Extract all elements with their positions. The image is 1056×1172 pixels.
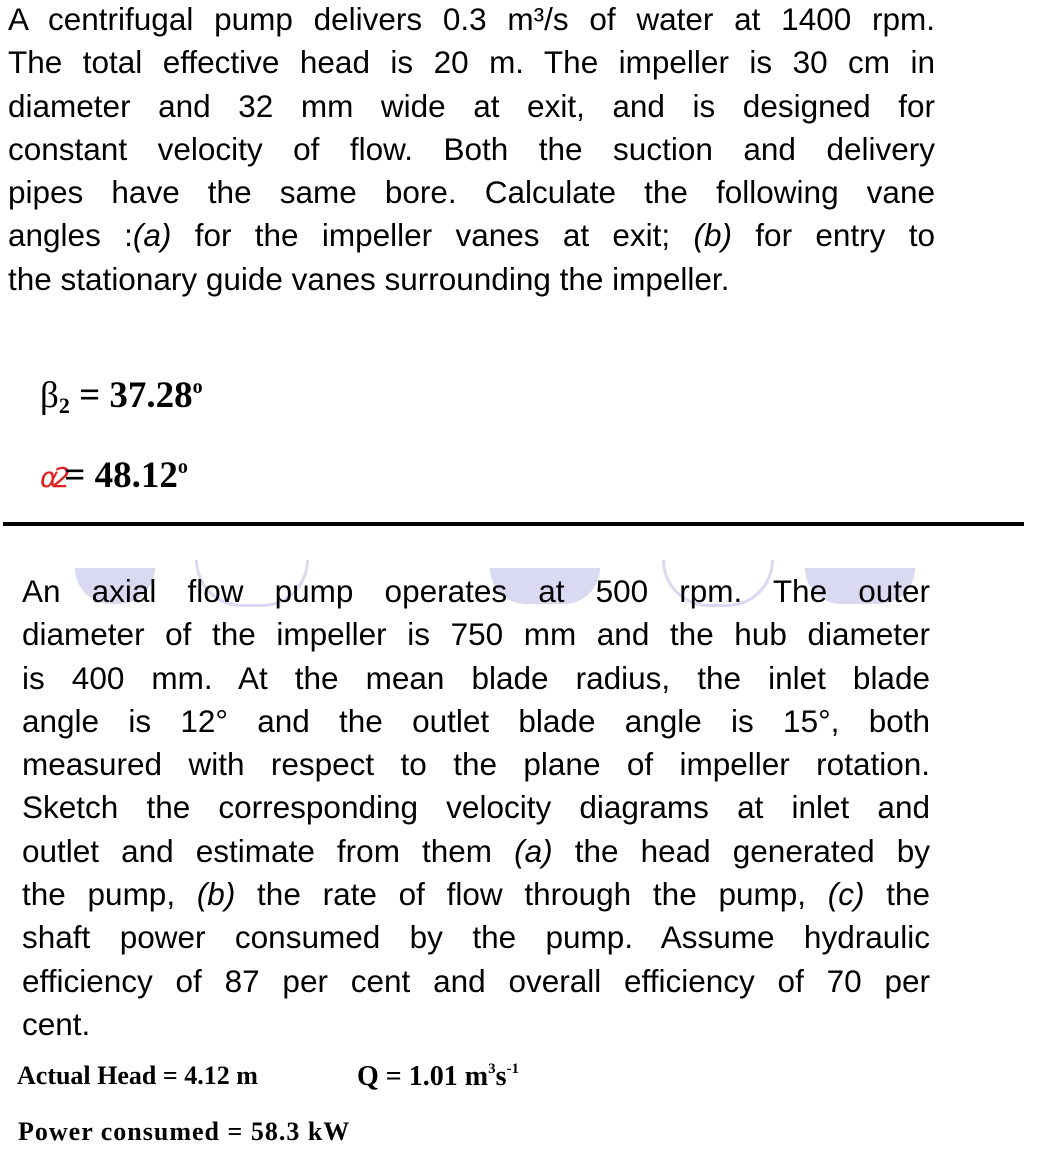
problem-2-text (22, 570, 930, 1046)
text-segment: pipes have the same bore. Calculate the following vane (8, 174, 935, 211)
text-segment: the (864, 876, 930, 913)
text-line (22, 570, 930, 613)
text-line (22, 830, 930, 873)
text-line (22, 613, 930, 656)
degree-mark: o (177, 456, 188, 478)
text-line (8, 171, 935, 214)
text-segment: diameter and 32 mm wide at exit, and is designed for (8, 87, 935, 124)
italic-label: (a) (132, 217, 172, 254)
answer-beta2 (40, 374, 203, 419)
flow-exponent-3: 3 (488, 1061, 496, 1077)
text-line (8, 85, 935, 128)
answer-head: Actual Head = 4.12 m (17, 1061, 258, 1090)
text-segment: Sketch the corresponding velocity diagrams at inlet and (22, 789, 930, 826)
flow-value: Q = 1.01 m (357, 1061, 489, 1092)
text-line (8, 41, 935, 84)
text-segment: An axial flow pump operates at 500 rpm. The outer (22, 573, 930, 609)
text-segment: the rate of flow through the pump, (235, 876, 828, 913)
italic-label: (b) (196, 876, 236, 913)
text-segment: A centrifugal pump delivers 0.3 m³/s of water at 1400 rpm. (8, 1, 935, 37)
text-line (22, 1003, 930, 1046)
answer-power: Power consumed = 58.3 kW (18, 1117, 351, 1146)
text-line (22, 960, 930, 1003)
section-divider (3, 522, 1024, 526)
beta-subscript: 2 (58, 393, 70, 418)
text-segment: the stationary guide vanes surrounding the impeller. (8, 260, 730, 297)
answer-flow (357, 1061, 519, 1093)
text-line (8, 214, 935, 257)
text-line (8, 0, 935, 41)
text-segment: shaft power consumed by the pump. Assume hydraulic (22, 919, 930, 956)
text-segment: diameter of the impeller is 750 mm and the hub diameter (22, 616, 930, 653)
text-line (22, 786, 930, 829)
text-line (22, 743, 930, 786)
text-segment: angle is 12° and the outlet blade angle is 15°, both (22, 702, 930, 739)
text-line (22, 873, 930, 916)
text-segment: The total effective head is 20 m. The impeller is 30 cm in (8, 44, 935, 81)
text-segment: the head generated by (552, 832, 931, 869)
alpha-value: = 48.12 (64, 455, 178, 496)
answer-alpha2 (40, 454, 188, 497)
handwritten-alpha2: α2 (40, 461, 65, 494)
text-segment: outlet and estimate from them (22, 832, 515, 869)
text-line (22, 700, 930, 743)
text-segment: for entry to (732, 217, 935, 254)
beta-value: = 37.28 (69, 375, 193, 416)
degree-mark: o (192, 376, 203, 398)
flow-unit-s: s (495, 1061, 507, 1092)
text-segment: is 400 mm. At the mean blade radius, the inlet blade (22, 659, 930, 696)
text-line (22, 916, 930, 959)
text-segment: cent. (22, 1005, 91, 1042)
text-segment: constant velocity of flow. Both the suction and delivery (8, 130, 935, 167)
text-segment: for the impeller vanes at exit; (171, 217, 694, 254)
italic-label: (b) (693, 217, 732, 254)
text-segment: efficiency of 87 per cent and overall efficiency of 70 per (22, 962, 930, 999)
text-segment: measured with respect to the plane of impeller rotation. (22, 746, 930, 783)
italic-label: (a) (514, 832, 553, 869)
text-line (8, 258, 935, 301)
text-segment: the pump, (22, 876, 197, 913)
flow-exponent-minus1: -1 (506, 1061, 519, 1077)
text-line (8, 128, 935, 171)
problem-1-text (8, 0, 935, 301)
beta-symbol: β (40, 375, 59, 416)
text-segment: angles : (8, 217, 133, 254)
text-line (22, 657, 930, 700)
italic-label: (c) (827, 876, 865, 913)
